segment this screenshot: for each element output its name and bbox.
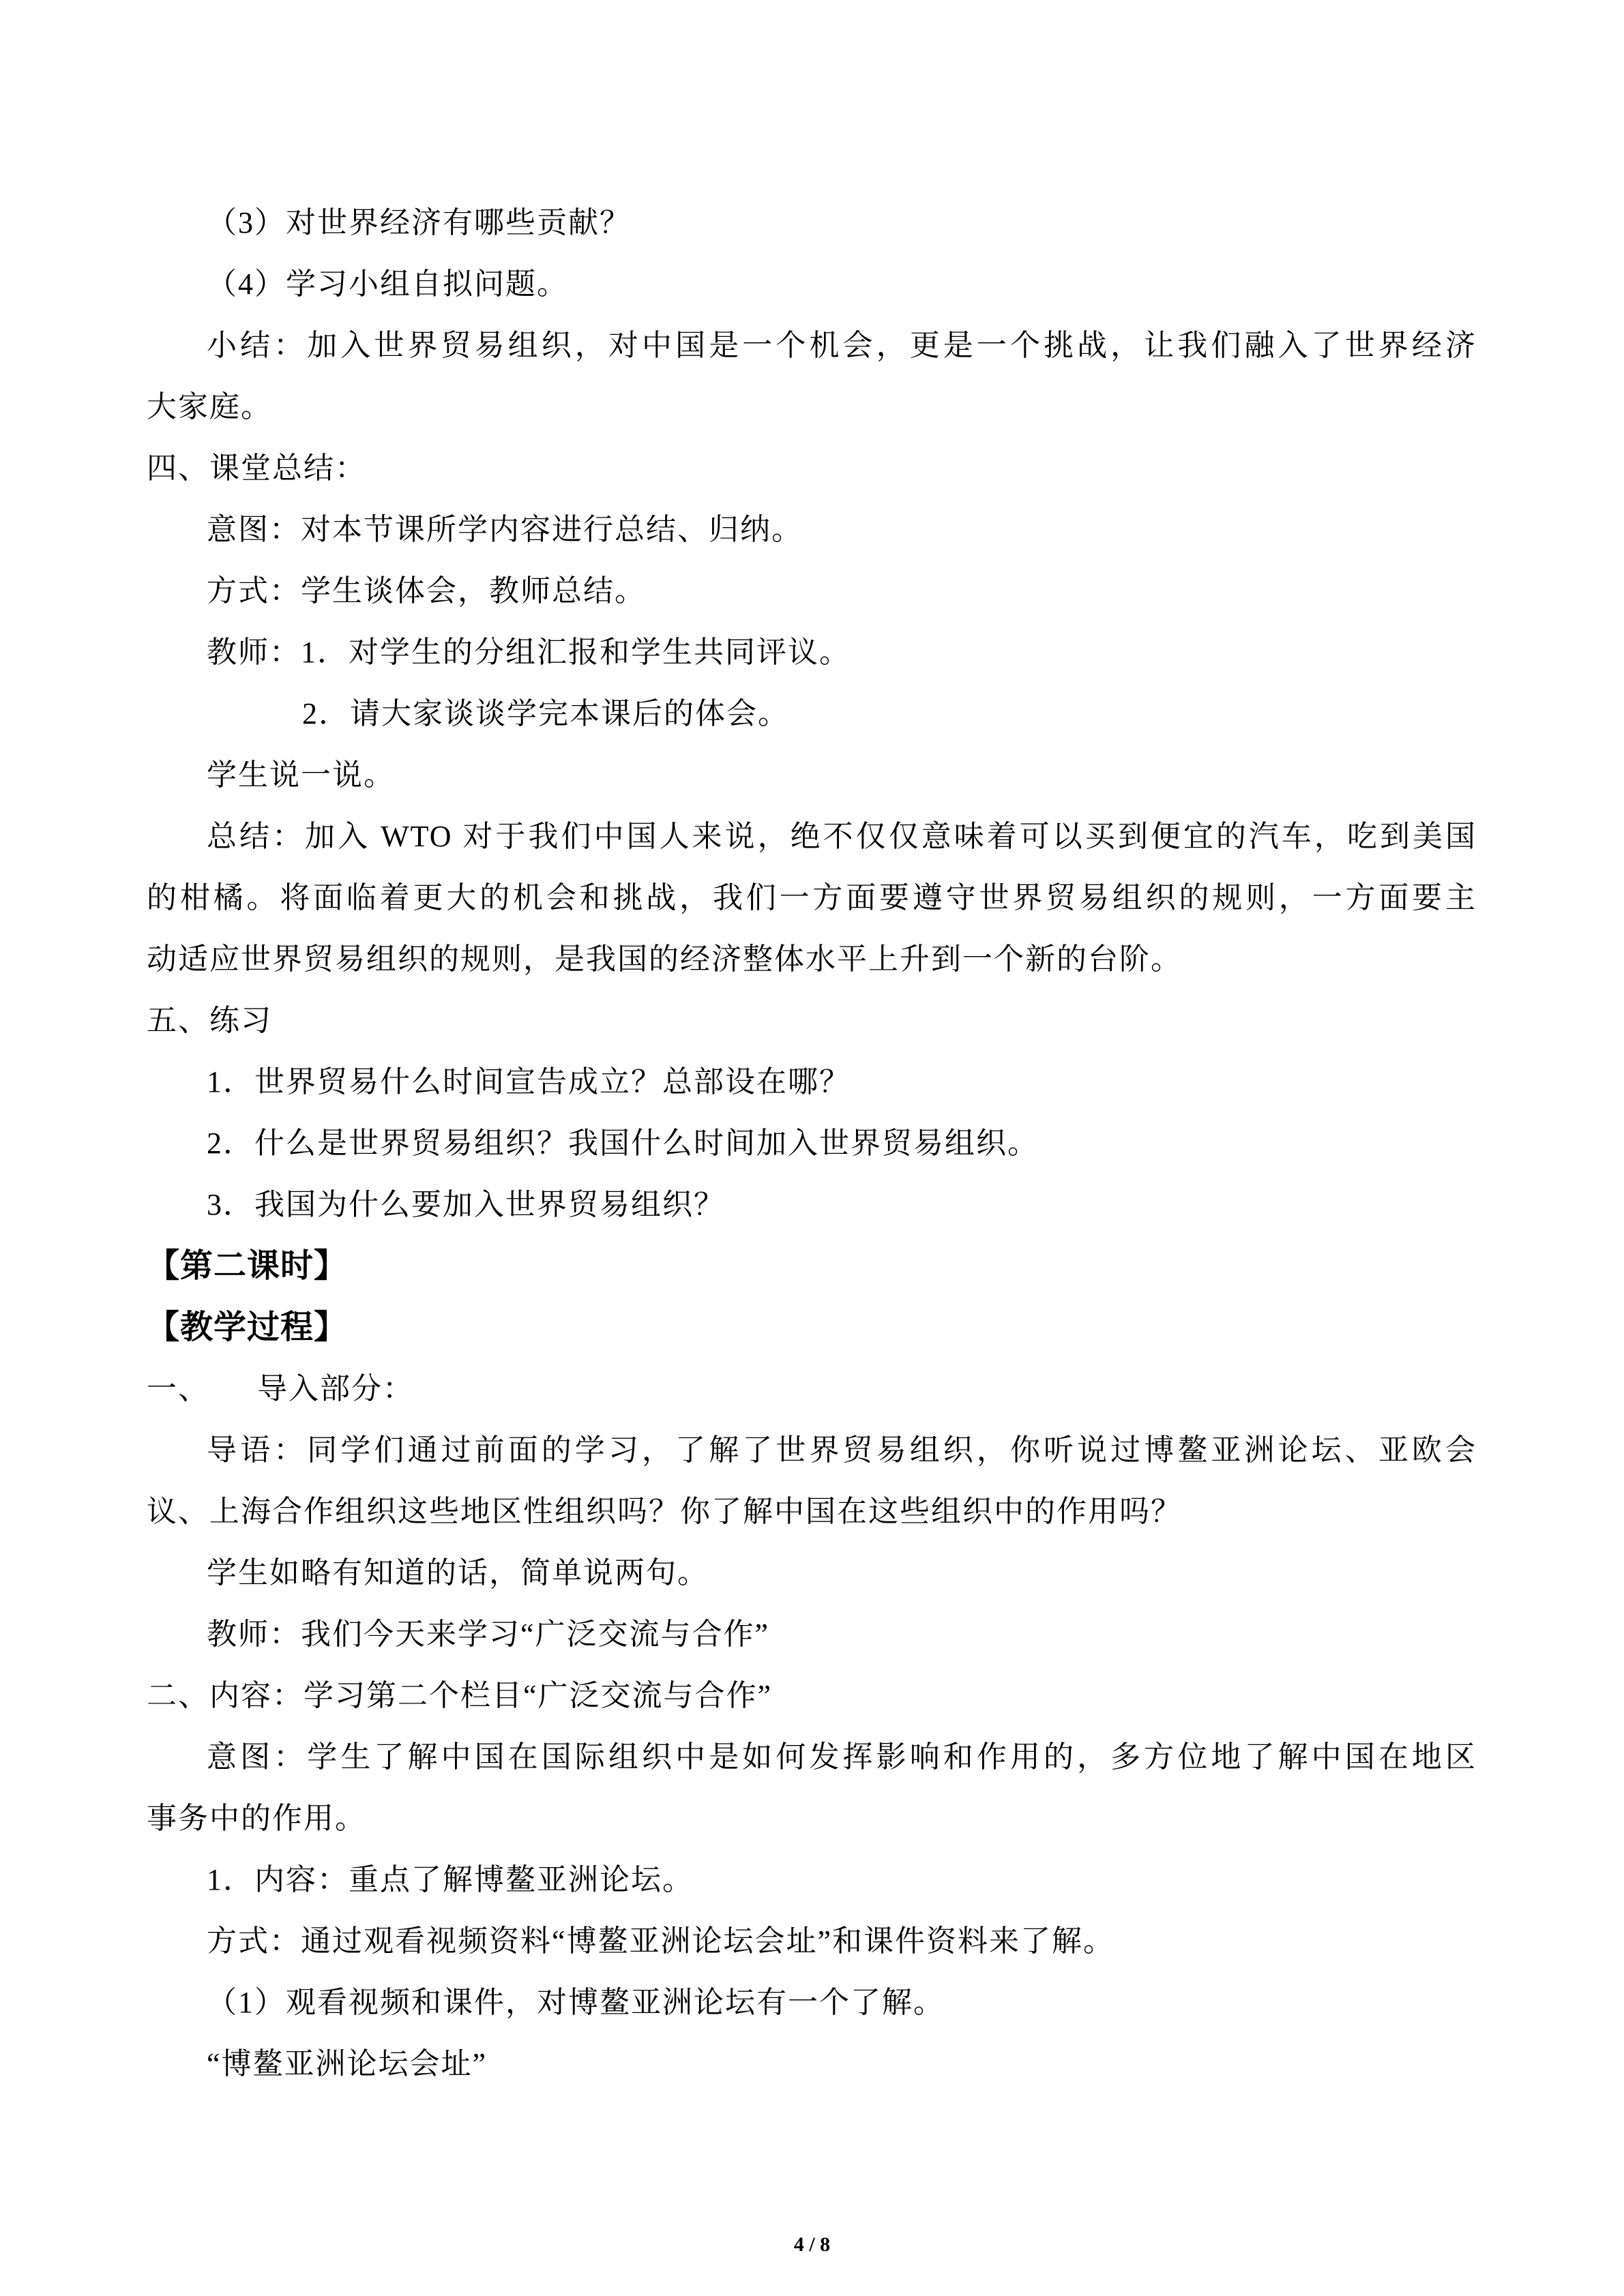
text-line: 方式：学生谈体会，教师总结。 bbox=[207, 574, 646, 608]
text-line: 总结：加入 WTO 对于我们中国人来说，绝不仅仅意味着可以买到便宜的汽车，吃到美国 bbox=[207, 820, 1477, 853]
page-number-footer: 4 / 8 bbox=[793, 2233, 831, 2256]
text-line: 四、课堂总结： bbox=[147, 451, 366, 485]
text-line: 事务中的作用。 bbox=[147, 1802, 366, 1835]
text-line: 3．我国为什么要加入世界贸易组织？ bbox=[207, 1188, 725, 1221]
text-line: 议、上海合作组织这些地区性组织吗？你了解中国在这些组织中的作用吗？ bbox=[147, 1495, 1182, 1528]
text-line: 大家庭。 bbox=[147, 390, 272, 423]
document-content bbox=[147, 192, 1477, 2095]
text-line: 一、 导入部分： bbox=[147, 1372, 414, 1405]
text-line: 意图：学生了解中国在国际组织中是如何发挥影响和作用的，多方位地了解中国在地区 bbox=[207, 1740, 1477, 1774]
text-line: （4）学习小组自拟问题。 bbox=[207, 267, 568, 301]
text-line: 五、练习 bbox=[147, 1004, 272, 1037]
text-line: 方式：通过观看视频资料“博鳌亚洲论坛会址”和课件资料来了解。 bbox=[207, 1924, 1115, 1958]
text-line: 学生如略有知道的话，简单说两句。 bbox=[207, 1556, 709, 1590]
text-line: 2．请大家谈谈学完本课后的体会。 bbox=[302, 697, 789, 730]
text-line: 学生说一说。 bbox=[207, 758, 395, 792]
section-heading: 【第二课时】 bbox=[147, 1248, 348, 1284]
text-line: 教师：1．对学生的分组汇报和学生共同评议。 bbox=[207, 636, 851, 669]
text-line: 教师：我们今天来学习“广泛交流与合作” bbox=[207, 1617, 770, 1651]
text-line: 动适应世界贸易组织的规则，是我国的经济整体水平上升到一个新的台阶。 bbox=[147, 942, 1182, 976]
text-line: 的柑橘。将面临着更大的机会和挑战，我们一方面要遵守世界贸易组织的规则，一方面要主 bbox=[147, 881, 1477, 914]
text-line: 1．世界贸易什么时间宣告成立？总部设在哪？ bbox=[207, 1065, 851, 1099]
text-line: 1．内容：重点了解博鳌亚洲论坛。 bbox=[207, 1863, 694, 1896]
text-line: 导语：同学们通过前面的学习，了解了世界贸易组织，你听说过博鳌亚洲论坛、亚欧会 bbox=[207, 1433, 1477, 1467]
text-line: （3）对世界经济有哪些贡献？ bbox=[207, 206, 631, 239]
text-line: 2．什么是世界贸易组织？我国什么时间加入世界贸易组织。 bbox=[207, 1127, 1039, 1160]
text-line: 意图：对本节课所学内容进行总结、归纳。 bbox=[207, 513, 803, 546]
section-heading: 【教学过程】 bbox=[147, 1309, 348, 1345]
text-line: “博鳌亚洲论坛会址” bbox=[207, 2047, 488, 2081]
text-line: （1）观看视频和课件，对博鳌亚洲论坛有一个了解。 bbox=[207, 1986, 945, 2019]
text-line: 小结：加入世界贸易组织，对中国是一个机会，更是一个挑战，让我们融入了世界经济 bbox=[207, 329, 1477, 362]
text-line: 二、内容：学习第二个栏目“广泛交流与合作” bbox=[147, 1679, 773, 1712]
